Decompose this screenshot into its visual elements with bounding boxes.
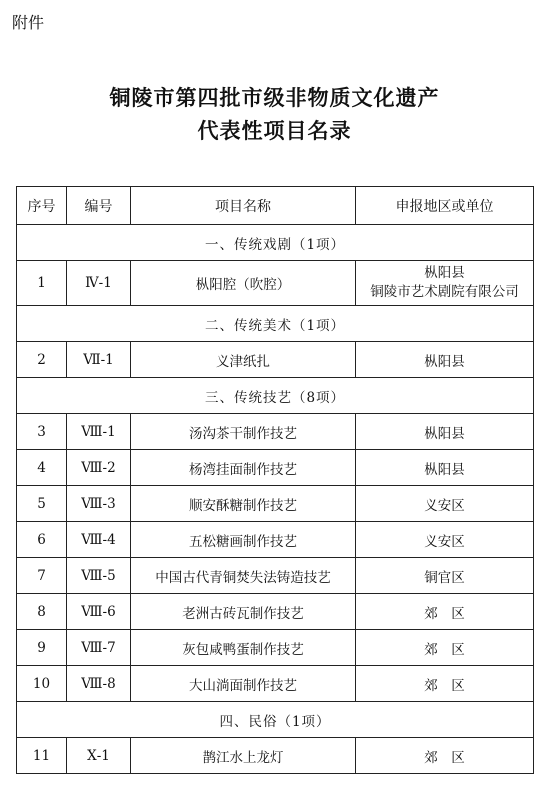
cell-project-name: 五松糖画制作技艺 <box>131 522 356 558</box>
applicant-line: 枞阳县 <box>424 265 465 281</box>
cell-code: Ⅳ-1 <box>67 261 131 306</box>
cell-applicant: 铜官区 <box>356 558 534 594</box>
cell-code: Ⅷ-2 <box>67 450 131 486</box>
heritage-list-table <box>16 186 534 774</box>
cell-project-name: 老洲古砖瓦制作技艺 <box>131 594 356 630</box>
cell-serial: 7 <box>17 558 67 594</box>
category-label: 二、传统美术（1项） <box>17 306 534 342</box>
header-project-name: 项目名称 <box>131 187 356 225</box>
document-title-line2: 代表性项目名录 <box>197 119 352 143</box>
header-code: 编号 <box>67 187 131 225</box>
cell-code: Ⅷ-8 <box>67 666 131 702</box>
cell-applicant <box>356 261 534 306</box>
cell-serial: 11 <box>17 738 67 774</box>
table-row <box>17 414 534 450</box>
cell-serial: 9 <box>17 630 67 666</box>
cell-serial: 10 <box>17 666 67 702</box>
document-title-line1: 铜陵市第四批市级非物质文化遗产 <box>109 86 440 110</box>
cell-serial: 1 <box>17 261 67 306</box>
cell-applicant: 枞阳县 <box>356 450 534 486</box>
cell-serial: 5 <box>17 486 67 522</box>
cell-serial: 4 <box>17 450 67 486</box>
cell-project-name: 汤沟茶干制作技艺 <box>131 414 356 450</box>
category-label: 一、传统戏剧（1项） <box>17 225 534 261</box>
cell-project-name: 顺安酥糖制作技艺 <box>131 486 356 522</box>
table-row <box>17 522 534 558</box>
cell-applicant: 枞阳县 <box>356 342 534 378</box>
table-row <box>17 738 534 774</box>
table-row <box>17 630 534 666</box>
cell-code: Ⅹ-1 <box>67 738 131 774</box>
cell-project-name: 鹊江水上龙灯 <box>131 738 356 774</box>
cell-project-name: 杨湾挂面制作技艺 <box>131 450 356 486</box>
cell-serial: 6 <box>17 522 67 558</box>
cell-code: Ⅷ-4 <box>67 522 131 558</box>
table-header-row <box>17 187 534 225</box>
cell-code: Ⅷ-7 <box>67 630 131 666</box>
cell-applicant: 郊 区 <box>356 594 534 630</box>
applicant-line: 铜陵市艺术剧院有限公司 <box>370 284 519 300</box>
cell-project-name: 中国古代青铜焚失法铸造技艺 <box>131 558 356 594</box>
header-serial: 序号 <box>17 187 67 225</box>
cell-code: Ⅷ-6 <box>67 594 131 630</box>
cell-code: Ⅷ-3 <box>67 486 131 522</box>
table-row <box>17 594 534 630</box>
cell-applicant: 郊 区 <box>356 738 534 774</box>
table-row <box>17 450 534 486</box>
table-row <box>17 261 534 306</box>
cell-project-name: 枞阳腔（吹腔） <box>131 261 356 306</box>
cell-code: Ⅶ-1 <box>67 342 131 378</box>
category-row <box>17 225 534 261</box>
table-row <box>17 558 534 594</box>
attachment-label: 附件 <box>12 13 45 32</box>
category-row <box>17 378 534 414</box>
cell-applicant: 义安区 <box>356 522 534 558</box>
header-applicant: 申报地区或单位 <box>356 187 534 225</box>
cell-serial: 3 <box>17 414 67 450</box>
table-row <box>17 342 534 378</box>
cell-code: Ⅷ-1 <box>67 414 131 450</box>
cell-serial: 8 <box>17 594 67 630</box>
cell-applicant: 枞阳县 <box>356 414 534 450</box>
category-row <box>17 306 534 342</box>
table-row <box>17 666 534 702</box>
cell-project-name: 义津纸扎 <box>131 342 356 378</box>
cell-code: Ⅷ-5 <box>67 558 131 594</box>
cell-applicant: 义安区 <box>356 486 534 522</box>
cell-serial: 2 <box>17 342 67 378</box>
cell-applicant: 郊 区 <box>356 666 534 702</box>
category-label: 四、民俗（1项） <box>17 702 534 738</box>
cell-project-name: 大山淌面制作技艺 <box>131 666 356 702</box>
category-label: 三、传统技艺（8项） <box>17 378 534 414</box>
table-row <box>17 486 534 522</box>
cell-applicant: 郊 区 <box>356 630 534 666</box>
cell-project-name: 灰包咸鸭蛋制作技艺 <box>131 630 356 666</box>
category-row <box>17 702 534 738</box>
